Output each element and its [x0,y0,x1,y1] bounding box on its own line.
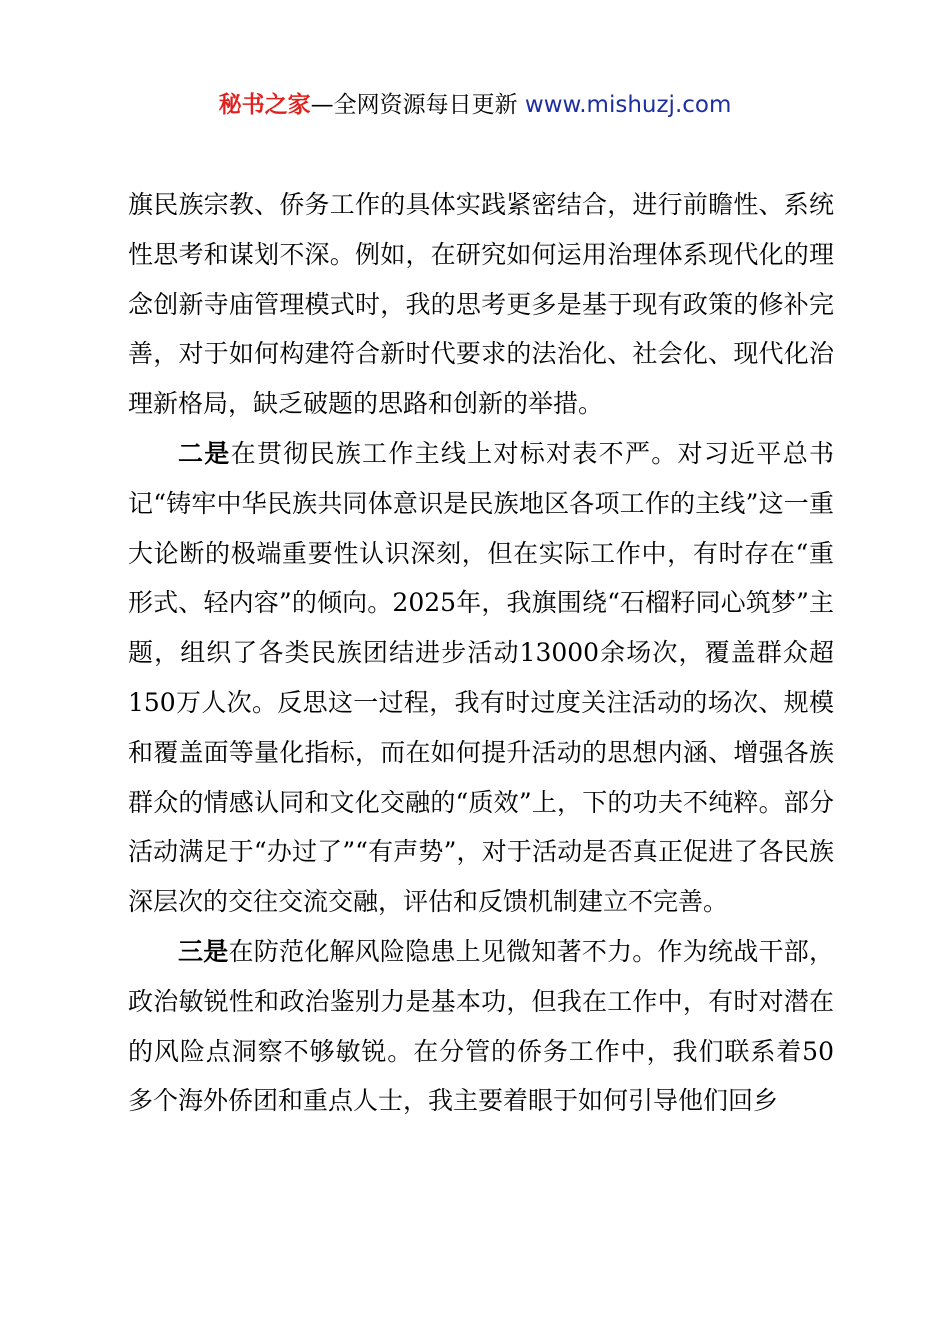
paragraph-1-text: 旗民族宗教、侨务工作的具体实践紧密结合，进行前瞻性、系统性思考和谋划不深。例如，在研究如何运用治理体系现代化的理念创新寺庙管理模式时，我的思考更多是基于现有政策的修补完善，对于如何构建符合新时代要求的法治化、社会化、现代化治理新格局，缺乏破题的思路和创新的举措。 [128,190,834,419]
paragraph-1 [128,180,834,429]
paragraph-2-lead: 二是 [178,438,231,468]
paragraph-2 [128,429,834,927]
paragraph-3-text: 在防范化解风险隐患上见微知著不力。作为统战干部，政治敏锐性和政治鉴别力是基本功，但我在工作中，有时对潜在的风险点洞察不够敏锐。在分管的侨务工作中，我们联系着50多个海外侨团和重点人士，我主要着眼于如何引导他们回乡 [128,936,834,1116]
document-body [128,180,834,1126]
page-header [0,88,950,122]
paragraph-3-lead: 三是 [178,936,229,966]
header-tagline: —全网资源每日更新 [310,92,518,118]
paragraph-3 [128,927,834,1126]
header-url-link[interactable]: www.mishuzj.com [524,92,732,118]
paragraph-2-text: 在贯彻民族工作主线上对标对表不严。对习近平总书记“铸牢中华民族共同体意识是民族地区各项工作的主线”这一重大论断的极端重要性认识深刻，但在实际工作中，有时存在“重形式、轻内容”的倾向。2025年，我旗围绕“石榴籽同心筑梦”主题，组织了各类民族团结进步活动13000余场次，覆盖群众超150万人次。反思这一过程，我有时过度关注活动的场次、规模和覆盖面等量化指标，而在如何提升活动的思想内涵、增强各族群众的情感认同和文化交融的“质效”上，下的功夫不纯粹。部分活动满足于“办过了”“有声势”，对于活动是否真正促进了各民族深层次的交往交流交融，评估和反馈机制建立不完善。 [128,438,834,917]
header-brand: 秘书之家 [218,92,311,118]
